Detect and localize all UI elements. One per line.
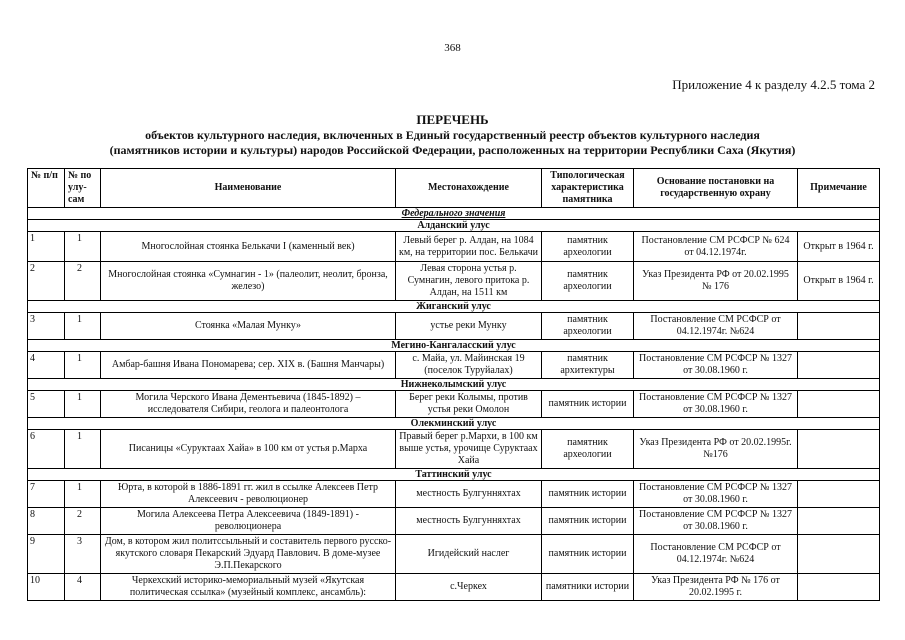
row-location: Игидейский наслег: [396, 535, 542, 574]
row-type: памятник археологии: [542, 262, 634, 301]
row-subnumber: 1: [65, 481, 101, 508]
row-basis: Указ Президента РФ от 20.02.1995г. №176: [634, 430, 798, 469]
table-row: [28, 313, 880, 340]
group-row: [28, 340, 880, 352]
document-title: [0, 112, 905, 158]
row-type: памятник истории: [542, 508, 634, 535]
row-name: Многослойная стоянка «Сумнагин - 1» (палеолит, неолит, бронза, железо): [101, 262, 396, 301]
row-subnumber: 1: [65, 430, 101, 469]
table-row: [28, 232, 880, 262]
row-basis: Постановление СМ РСФСР от 04.12.1974г. №624: [634, 313, 798, 340]
row-subnumber: 3: [65, 535, 101, 574]
row-number: 8: [28, 508, 65, 535]
row-basis: Постановление СМ РСФСР № 1327 от 30.08.1960 г.: [634, 508, 798, 535]
row-basis: Постановление СМ РСФСР от 04.12.1974г. №624: [634, 535, 798, 574]
row-name: Черкехский историко-мемориальный музей «Якутская политическая ссылка» (музейный комплекс, ансамбль):: [101, 574, 396, 601]
col-header-location: Местонахождение: [396, 169, 542, 208]
row-note: [798, 535, 880, 574]
title-main: ПЕРЕЧЕНЬ: [416, 112, 489, 127]
row-number: 1: [28, 232, 65, 262]
group-title: Жиганский улус: [28, 301, 880, 313]
group-row: [28, 418, 880, 430]
row-name: Амбар-башня Ивана Пономарева; сер. XIX в. (Башня Манчары): [101, 352, 396, 379]
col-header-basis: Основание постановки на государственную охрану: [634, 169, 798, 208]
row-name: Многослойная стоянка Белькачи I (каменный век): [101, 232, 396, 262]
table-row: [28, 574, 880, 601]
row-location: Левый берег р. Алдан, на 1084 км, на территории пос. Белькачи: [396, 232, 542, 262]
row-number: 10: [28, 574, 65, 601]
title-line-1: объектов культурного наследия, включенных в Единый государственный реестр объектов культурного наследия: [145, 128, 760, 142]
row-location: местность Булгунняхтах: [396, 481, 542, 508]
section-title: Федерального значения: [28, 208, 880, 220]
row-note: [798, 508, 880, 535]
row-type: памятники истории: [542, 574, 634, 601]
title-line-2: (памятников истории и культуры) народов Российской Федерации, расположенных на территории Республики Саха (Якутия): [109, 143, 796, 157]
row-location: с. Майа, ул. Майинская 19 (поселок Туруйалах): [396, 352, 542, 379]
row-name: Дом, в котором жил политссыльный и составитель первого русско-якутского словаря Пекарский Эдуард Павлович. В доме-музее Э.П.Пекарского: [101, 535, 396, 574]
group-row: [28, 220, 880, 232]
row-number: 9: [28, 535, 65, 574]
heritage-register-table: [27, 168, 880, 601]
table-row: [28, 508, 880, 535]
row-location: устье реки Мунку: [396, 313, 542, 340]
group-title: Олекминский улус: [28, 418, 880, 430]
group-title: Алданский улус: [28, 220, 880, 232]
col-header-sub: № по улу- сам: [65, 169, 101, 208]
row-type: памятник истории: [542, 535, 634, 574]
table-row: [28, 430, 880, 469]
row-number: 7: [28, 481, 65, 508]
row-note: [798, 481, 880, 508]
row-subnumber: 1: [65, 391, 101, 418]
row-name: Могила Алексеева Петра Алексеевича (1849-1891) - революционера: [101, 508, 396, 535]
col-header-note: Примечание: [798, 169, 880, 208]
col-header-type: Типологическая характеристика памятника: [542, 169, 634, 208]
row-type: памятник археологии: [542, 232, 634, 262]
row-subnumber: 2: [65, 508, 101, 535]
group-title: Мегино-Кангаласский улус: [28, 340, 880, 352]
row-note: [798, 430, 880, 469]
row-note: [798, 391, 880, 418]
group-row: [28, 301, 880, 313]
row-basis: Постановление СМ РСФСР № 624 от 04.12.1974г.: [634, 232, 798, 262]
row-note: [798, 313, 880, 340]
group-title: Таттинский улус: [28, 469, 880, 481]
row-subnumber: 1: [65, 232, 101, 262]
row-basis: Постановление СМ РСФСР № 1327 от 30.08.1960 г.: [634, 481, 798, 508]
row-location: Правый берег р.Мархи, в 100 км выше устья, урочище Суруктаах Хайа: [396, 430, 542, 469]
table-row: [28, 391, 880, 418]
row-location: местность Булгунняхтах: [396, 508, 542, 535]
row-name: Стоянка «Малая Мунку»: [101, 313, 396, 340]
group-row: [28, 469, 880, 481]
row-type: памятник археологии: [542, 430, 634, 469]
table-row: [28, 481, 880, 508]
group-row: [28, 379, 880, 391]
table-header-row: [28, 169, 880, 208]
row-basis: Постановление СМ РСФСР № 1327 от 30.08.1960 г.: [634, 391, 798, 418]
row-type: памятник истории: [542, 481, 634, 508]
row-name: Юрта, в которой в 1886-1891 гг. жил в ссылке Алексеев Петр Алексеевич - революционер: [101, 481, 396, 508]
row-basis: Указ Президента РФ № 176 от 20.02.1995 г.: [634, 574, 798, 601]
row-number: 4: [28, 352, 65, 379]
row-location: с.Черкех: [396, 574, 542, 601]
col-header-name: Наименование: [101, 169, 396, 208]
row-note: [798, 574, 880, 601]
row-location: Берег реки Колымы, против устья реки Омолон: [396, 391, 542, 418]
col-header-num: № п/п: [28, 169, 65, 208]
row-subnumber: 1: [65, 352, 101, 379]
row-basis: Постановление СМ РСФСР № 1327 от 30.08.1960 г.: [634, 352, 798, 379]
row-subnumber: 4: [65, 574, 101, 601]
row-note: Открыт в 1964 г.: [798, 262, 880, 301]
row-number: 6: [28, 430, 65, 469]
table-row: [28, 535, 880, 574]
page-number: 368: [444, 42, 461, 54]
row-subnumber: 1: [65, 313, 101, 340]
group-title: Нижнеколымский улус: [28, 379, 880, 391]
row-type: памятник архитектуры: [542, 352, 634, 379]
row-location: Левая сторона устья р. Сумнагин, левого притока р. Алдан, на 1511 км: [396, 262, 542, 301]
table-row: [28, 352, 880, 379]
row-subnumber: 2: [65, 262, 101, 301]
row-number: 2: [28, 262, 65, 301]
row-number: 3: [28, 313, 65, 340]
row-type: памятник истории: [542, 391, 634, 418]
appendix-reference: Приложение 4 к разделу 4.2.5 тома 2: [672, 77, 875, 92]
table-body: [28, 208, 880, 601]
row-type: памятник археологии: [542, 313, 634, 340]
row-basis: Указ Президента РФ от 20.02.1995 № 176: [634, 262, 798, 301]
row-number: 5: [28, 391, 65, 418]
row-note: [798, 352, 880, 379]
row-name: Могила Черского Ивана Дементьевича (1845-1892) – исследователя Сибири, геолога и палеонтолога: [101, 391, 396, 418]
table-row: [28, 262, 880, 301]
section-row: [28, 208, 880, 220]
row-name: Писаницы «Суруктаах Хайа» в 100 км от устья р.Марха: [101, 430, 396, 469]
row-note: Открыт в 1964 г.: [798, 232, 880, 262]
